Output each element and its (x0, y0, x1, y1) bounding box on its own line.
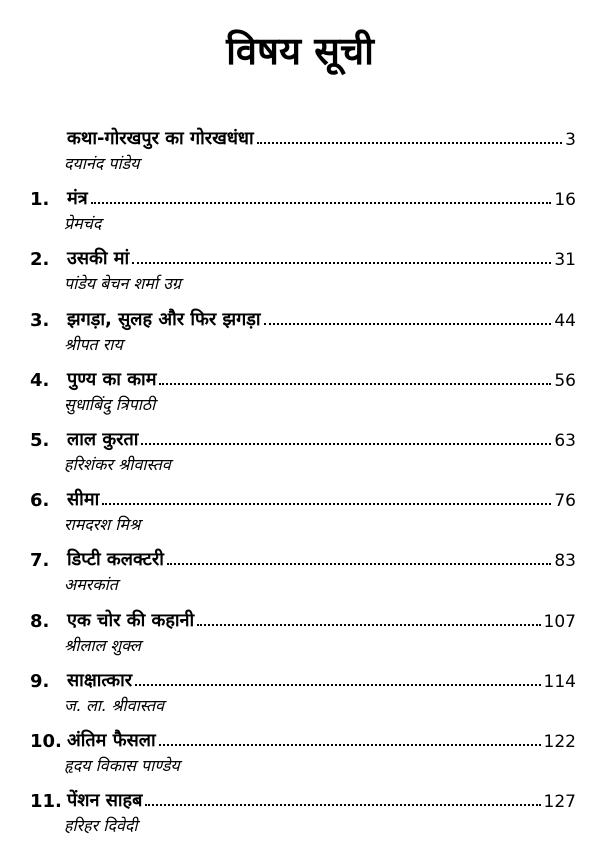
page-number: 16 (554, 190, 576, 211)
author-name: सुधाबिंदु त्रिपाठी (64, 394, 156, 414)
story-title: अंतिम फैसला (67, 729, 156, 751)
toc-entry (0, 421, 600, 481)
dot-leader (167, 563, 551, 565)
entry-number: 9. (30, 670, 50, 692)
story-title: कथा-गोरखपुर का गोरखधंधा (67, 128, 254, 149)
page-number: 127 (543, 792, 576, 813)
toc-entry (0, 481, 600, 541)
author-name: हृदय विकास पाण्डेय (64, 755, 180, 775)
dot-leader (264, 323, 552, 325)
author-name: प्रेमचंद (64, 214, 102, 234)
page-number: 107 (543, 611, 576, 632)
author-name: पांडेय बेचन शर्मा उग्र (64, 274, 181, 294)
page-title: विषय सूची (226, 29, 374, 73)
story-title: मंत्र (67, 188, 88, 210)
toc-entry (0, 180, 600, 240)
dot-leader (102, 503, 551, 505)
entry-number: 4. (30, 369, 50, 391)
author-name: श्रीपत राय (64, 334, 123, 354)
dot-leader (132, 262, 551, 264)
page-number: 63 (554, 430, 576, 451)
author-name: हरिशंकर श्रीवास्तव (64, 454, 171, 474)
toc-entry (0, 541, 600, 601)
toc-entry (0, 662, 600, 722)
author-name: रामदरश मिश्र (64, 515, 141, 535)
story-title: पुण्य का काम (67, 368, 157, 390)
story-title: डिप्टी कलक्टरी (67, 549, 164, 571)
entry-number: 3. (30, 309, 50, 331)
dot-leader (257, 142, 563, 144)
entry-number: 10. (30, 730, 62, 752)
story-title: एक चोर की कहानी (67, 609, 195, 631)
author-name: हरिहर दिवेदी (64, 816, 138, 836)
entry-number: 11. (30, 791, 62, 813)
entry-number: 6. (30, 490, 50, 512)
story-title: झगड़ा, सुलह और फिर झगड़ा (67, 308, 261, 330)
page-number: 114 (543, 671, 576, 692)
dot-leader (159, 383, 551, 385)
dot-leader (145, 804, 540, 806)
dot-leader (91, 202, 552, 204)
author-name: अमरकांत (64, 575, 118, 595)
entry-number: 1. (30, 189, 50, 211)
page-number: 83 (554, 551, 576, 572)
page-number: 56 (554, 370, 576, 391)
toc-entry (0, 301, 600, 361)
toc-entry (0, 602, 600, 662)
story-title: साक्षात्कार (67, 669, 133, 691)
entry-number: 5. (30, 429, 50, 451)
story-title: पेंशन साहब (67, 790, 143, 812)
page-number: 76 (554, 491, 576, 512)
page-number: 3 (565, 130, 576, 150)
toc-entry (0, 722, 600, 782)
dot-leader (159, 744, 541, 746)
toc-entry (0, 240, 600, 300)
dot-leader (141, 443, 551, 445)
dot-leader (135, 684, 540, 686)
story-title: लाल कुरता (67, 428, 139, 450)
author-name: दयानंद पांडेय (64, 154, 140, 173)
entry-number: 7. (30, 550, 50, 572)
story-title: उसकी मां (67, 248, 130, 270)
page-number: 122 (543, 731, 576, 752)
entry-number: 8. (30, 610, 50, 632)
dot-leader (197, 624, 540, 626)
toc-entry (0, 361, 600, 421)
author-name: श्रीलाल शुक्ल (64, 635, 141, 655)
toc-entry (0, 782, 600, 842)
page-number: 31 (554, 250, 576, 271)
toc-list (0, 120, 600, 842)
entry-number: 2. (30, 249, 50, 271)
toc-entry (0, 120, 600, 180)
page-number: 44 (554, 310, 576, 331)
author-name: ज. ला. श्रीवास्तव (64, 695, 164, 715)
story-title: सीमा (67, 489, 100, 511)
